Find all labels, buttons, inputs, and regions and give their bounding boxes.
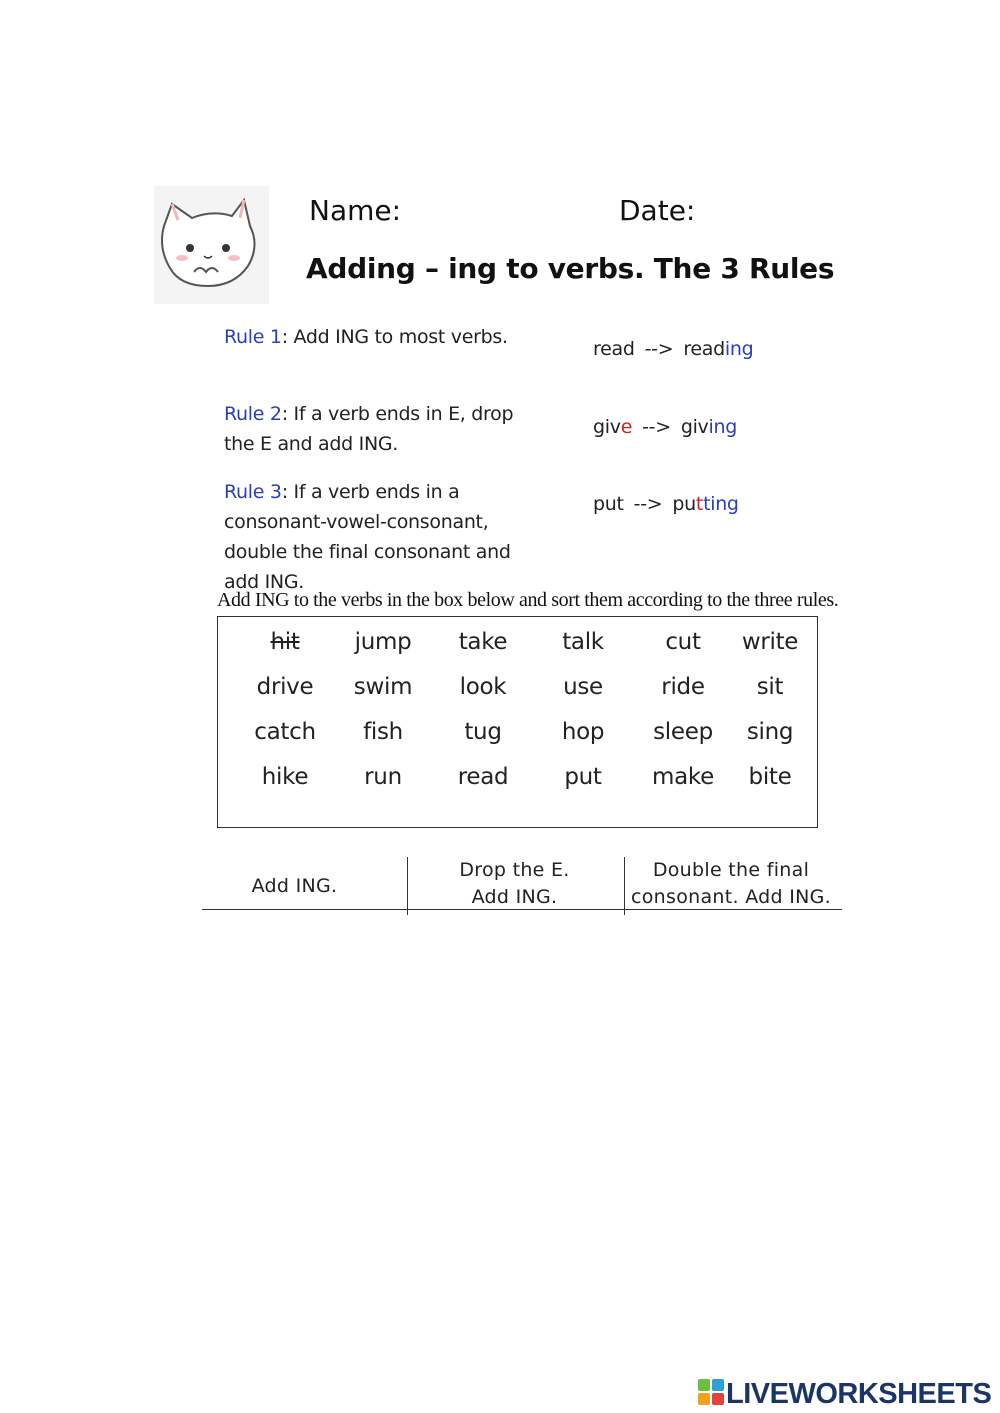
rule-3-example <box>593 493 739 515</box>
rule-3 <box>224 477 519 597</box>
rule-1-label: Rule 1 <box>224 326 282 348</box>
date-label: Date: <box>619 194 696 227</box>
example-result-suffix: ing <box>724 338 754 360</box>
word-box <box>217 616 818 828</box>
rule-2 <box>224 399 524 459</box>
column-divider <box>407 857 408 915</box>
rule-3-label: Rule 3 <box>224 481 282 503</box>
example-base <box>593 416 632 438</box>
liveworksheets-logo-icon <box>698 1379 724 1413</box>
word-drive[interactable]: drive <box>256 674 314 700</box>
example-base-dropped-e: e <box>620 416 633 438</box>
word-look[interactable]: look <box>459 674 507 700</box>
word-run[interactable]: run <box>364 764 402 790</box>
arrow: --> <box>642 416 671 438</box>
word-talk[interactable]: talk <box>562 629 604 655</box>
example-base-stem: giv <box>593 416 621 438</box>
example-result-doubled-t: t <box>695 493 704 515</box>
example-result-suffix: ing <box>708 416 737 438</box>
column-double-line1: Double the final <box>652 859 810 881</box>
rule-2-example <box>593 416 737 438</box>
column-drop-e-line1: Drop the E. <box>459 859 570 881</box>
example-result <box>672 493 738 515</box>
word-ride[interactable]: ride <box>661 674 705 700</box>
column-double-consonant <box>626 857 836 911</box>
word-tug[interactable]: tug <box>464 719 502 745</box>
rule-1 <box>224 322 524 352</box>
word-put[interactable]: put <box>564 764 602 790</box>
word-jump[interactable]: jump <box>354 629 412 655</box>
word-write[interactable]: write <box>741 629 799 655</box>
column-add-ing: Add ING. <box>251 875 338 897</box>
column-drop-e-line2: Add ING. <box>471 886 558 908</box>
word-sleep[interactable]: sleep <box>653 719 713 745</box>
word-sing[interactable]: sing <box>746 719 794 745</box>
rule-1-example <box>593 338 753 360</box>
word-bite[interactable]: bite <box>748 764 792 790</box>
word-cut[interactable]: cut <box>665 629 701 655</box>
column-divider <box>624 857 625 915</box>
arrow: --> <box>644 338 674 360</box>
rule-3-text: : If a verb ends in a consonant-vowel-consonant, double the final consonant and add ING. <box>224 481 511 593</box>
cat-icon <box>154 186 269 304</box>
word-hike[interactable]: hike <box>261 764 309 790</box>
example-base: read <box>593 338 635 360</box>
liveworksheets-logo[interactable] <box>698 1378 991 1413</box>
column-double-line2: consonant. Add ING. <box>631 886 831 908</box>
rule-2-label: Rule 2 <box>224 403 282 425</box>
word-read[interactable]: read <box>457 764 509 790</box>
example-result-stem: giv <box>680 416 709 438</box>
column-drop-e <box>412 857 617 911</box>
word-fish[interactable]: fish <box>363 719 403 745</box>
instructions: Add ING to the verbs in the box below and sort them according to the three rules. <box>217 589 839 611</box>
word-hit[interactable]: hit <box>270 629 300 655</box>
word-swim[interactable]: swim <box>353 674 413 700</box>
example-base: put <box>593 493 624 515</box>
rule-1-text: : Add ING to most verbs. <box>281 326 508 348</box>
rule-2-text: : If a verb ends in E, drop the E and add ING. <box>224 403 514 455</box>
worksheet-title: Adding – ing to verbs. The 3 Rules <box>306 252 835 285</box>
word-make[interactable]: make <box>652 764 714 790</box>
cat-illustration <box>154 186 269 304</box>
logo-text: LIVEWORKSHEETS <box>726 1378 992 1410</box>
example-result-stem: read <box>683 338 725 360</box>
example-result <box>683 338 753 360</box>
word-sit[interactable]: sit <box>756 674 784 700</box>
word-use[interactable]: use <box>563 674 603 700</box>
example-result <box>681 416 737 438</box>
word-hop[interactable]: hop <box>561 719 605 745</box>
name-label: Name: <box>309 194 402 227</box>
word-take[interactable]: take <box>458 629 508 655</box>
example-result-stem: pu <box>672 493 696 515</box>
word-catch[interactable]: catch <box>254 719 316 745</box>
arrow: --> <box>633 493 663 515</box>
example-result-suffix: ting <box>703 493 739 515</box>
